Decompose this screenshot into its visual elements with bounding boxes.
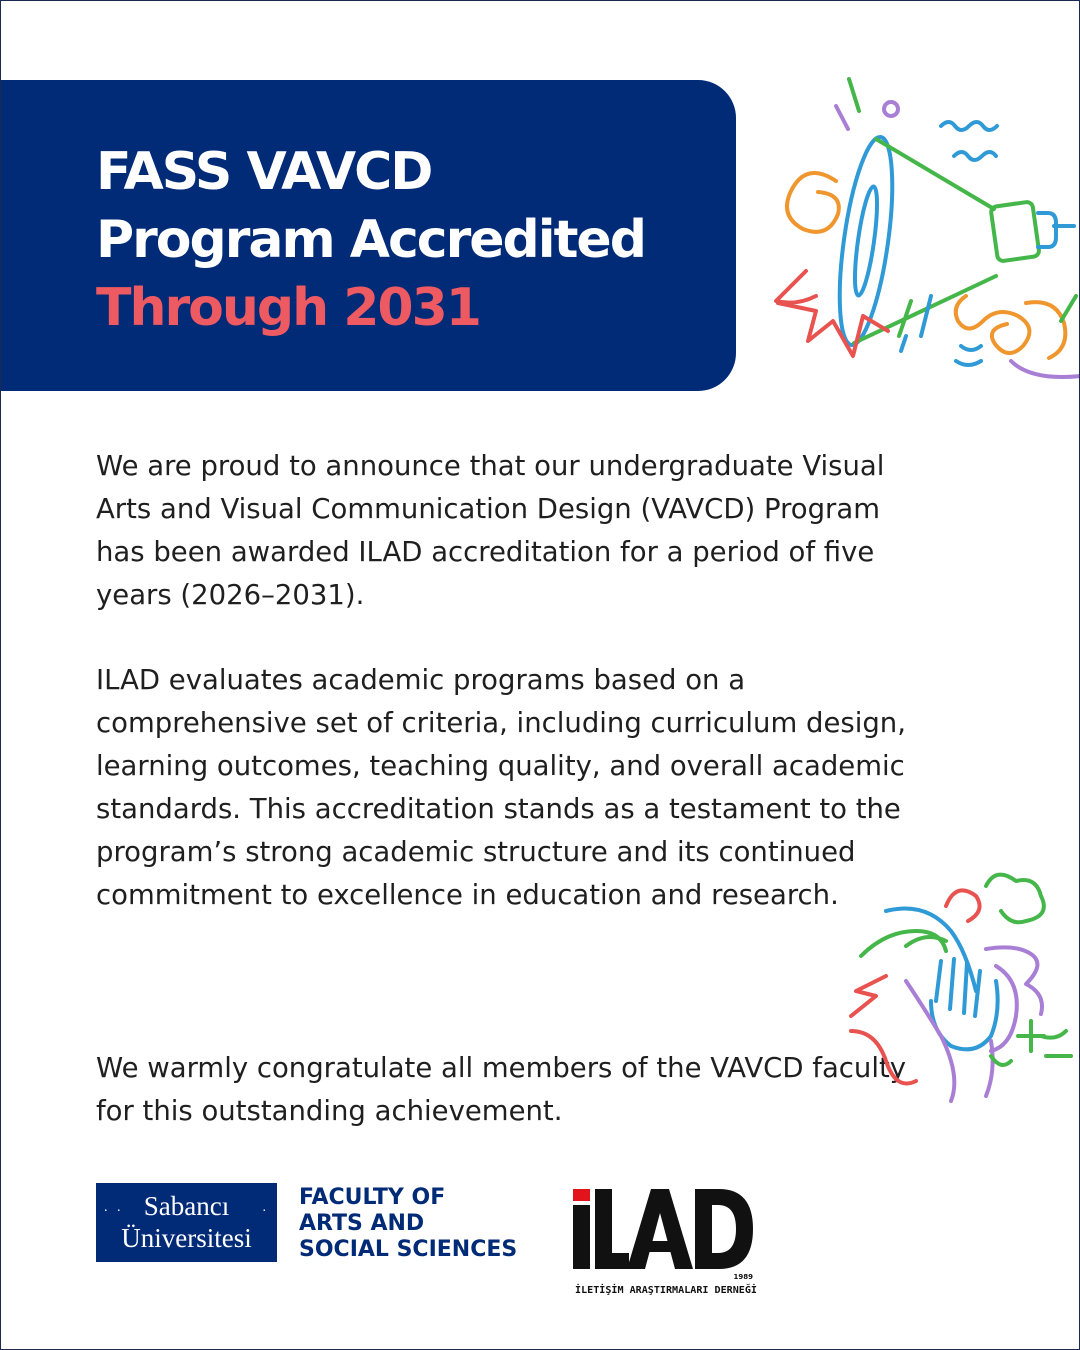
ilad-year: 1989	[733, 1273, 753, 1281]
sabanci-university-logo	[96, 1183, 277, 1262]
sabanci-logo-line2: Üniversitesi	[121, 1223, 252, 1253]
logo-dots-right: .	[262, 1200, 269, 1215]
sabanci-logo-line1: Sabancı	[143, 1191, 230, 1221]
ilad-full-name: İLETİŞİM ARAŞTIRMALARI DERNEĞİ	[575, 1285, 747, 1296]
criteria-paragraph: ILAD evaluates academic programs based on a comprehensive set of criteria, including curriculum design, learning outcomes, teaching quality, and overall academic standards. This accreditation stands as a testament to the program’s strong academic structure and its continued commitment to excellence in education and research.	[96, 664, 906, 911]
title-line-2: Program Accredited	[96, 210, 645, 270]
title-panel	[1, 80, 736, 391]
high-five-doodle-icon	[846, 871, 1080, 1111]
faculty-line-1: FACULTY OF	[299, 1185, 446, 1210]
title-line-3-highlight: Through 2031	[96, 278, 480, 338]
logo-dots-left: . .	[104, 1200, 124, 1215]
congratulations-paragraph: We warmly congratulate all members of the VAVCD faculty for this outstanding achievement.	[96, 1052, 907, 1127]
megaphone-doodle-icon	[756, 71, 1080, 391]
announcement-paragraph: We are proud to announce that our undergraduate Visual Arts and Visual Communication Design (VAVCD) Program has been awarded ILAD accreditation for a period of five years (2026–2031).	[96, 450, 885, 611]
ilad-logo	[571, 1185, 761, 1300]
title-line-1: FASS VAVCD	[96, 142, 432, 202]
faculty-name	[299, 1185, 517, 1263]
faculty-line-3: SOCIAL SCIENCES	[299, 1237, 518, 1262]
faculty-line-2: ARTS AND	[299, 1211, 425, 1236]
